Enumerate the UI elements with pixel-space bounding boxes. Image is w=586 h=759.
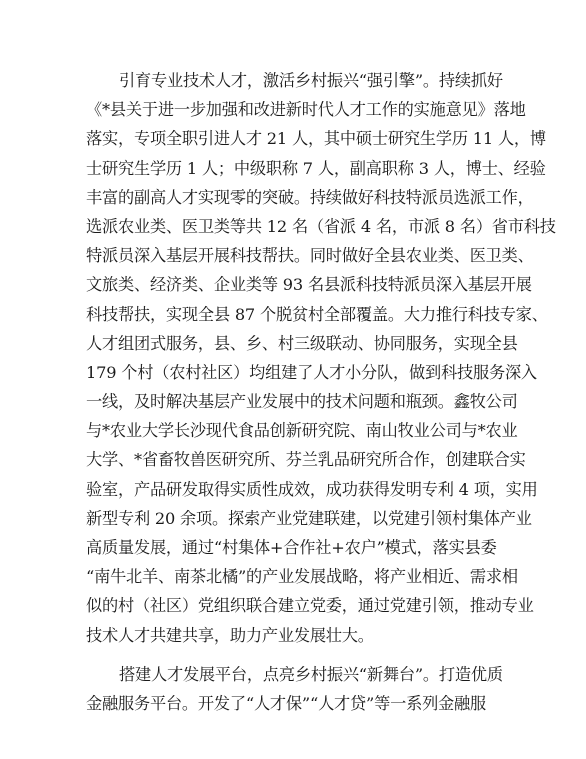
text-line: 落实，专项全职引进人才 21 人，其中硕士研究生学历 11 人，博 — [86, 129, 546, 149]
text-line: “南牛北羊、南茶北橘”的产业发展战略，将产业相近、需求相 — [86, 567, 518, 587]
text-line: 金融服务平台。开发了“人才保”“人才贷”等一系列金融服 — [86, 693, 487, 713]
text-line: 特派员深入基层开展科技帮扶。同时做好全县农业类、医卫类、 — [86, 246, 534, 266]
text-line: 科技帮扶，实现全县 87 个脱贫村全部覆盖。大力推行科技专家、 — [86, 304, 548, 324]
text-line: 文旅类、经济类、企业类等 93 名县派科技特派员深入基层开展 — [86, 275, 532, 295]
text-line: 大学、*省畜牧兽医研究所、芬兰乳品研究所合作，创建联合实 — [86, 450, 526, 470]
body-text — [86, 66, 556, 718]
text-line: 技术人才共建共享，助力产业发展壮大。 — [86, 625, 374, 645]
text-line: 搭建人才发展平台，点亮乡村振兴“新舞台”。打造优质 — [119, 664, 503, 684]
text-line: 选派农业类、医卫类等共 12 名（省派 4 名，市派 8 名）省市科技 — [86, 216, 556, 236]
text-line: 人才组团式服务，县、乡、村三级联动、协同服务，实现全县 — [86, 333, 518, 353]
text-line: 士研究生学历 1 人；中级职称 7 人，副高职称 3 人，博士、经验 — [86, 158, 546, 178]
text-line: 高质量发展，通过“村集体+合作社+农户”模式，落实县委 — [86, 538, 497, 557]
text-line: 新型专利 20 余项。探索产业党建联建，以党建引领村集体产业 — [86, 508, 532, 528]
text-line: 引育专业技术人才，激活乡村振兴“强引擎”。持续抓好 — [119, 71, 503, 90]
text-line: 一线，及时解决基层产业发展中的技术问题和瓶颈。鑫牧公司 — [86, 392, 518, 412]
text-line: 似的村（社区）党组织联合建立党委，通过党建引领，推动专业 — [86, 596, 534, 616]
text-line: 与*农业大学长沙现代食品创新研究院、南山牧业公司与*农业 — [86, 421, 518, 441]
text-line: 验室，产品研发取得实质性成效，成功获得发明专利 4 项，实用 — [86, 479, 538, 499]
text-line: 《*县关于进一步加强和改进新时代人才工作的实施意见》落地 — [86, 100, 526, 120]
paragraph — [86, 66, 556, 650]
paragraph-gap — [86, 650, 506, 660]
text-line: 179 个村（农村社区）均组建了人才小分队，做到科技服务深入 — [86, 362, 537, 382]
paragraph — [86, 660, 506, 718]
text-line: 丰富的副高人才实现零的突破。持续做好科技特派员选派工作， — [86, 187, 534, 207]
